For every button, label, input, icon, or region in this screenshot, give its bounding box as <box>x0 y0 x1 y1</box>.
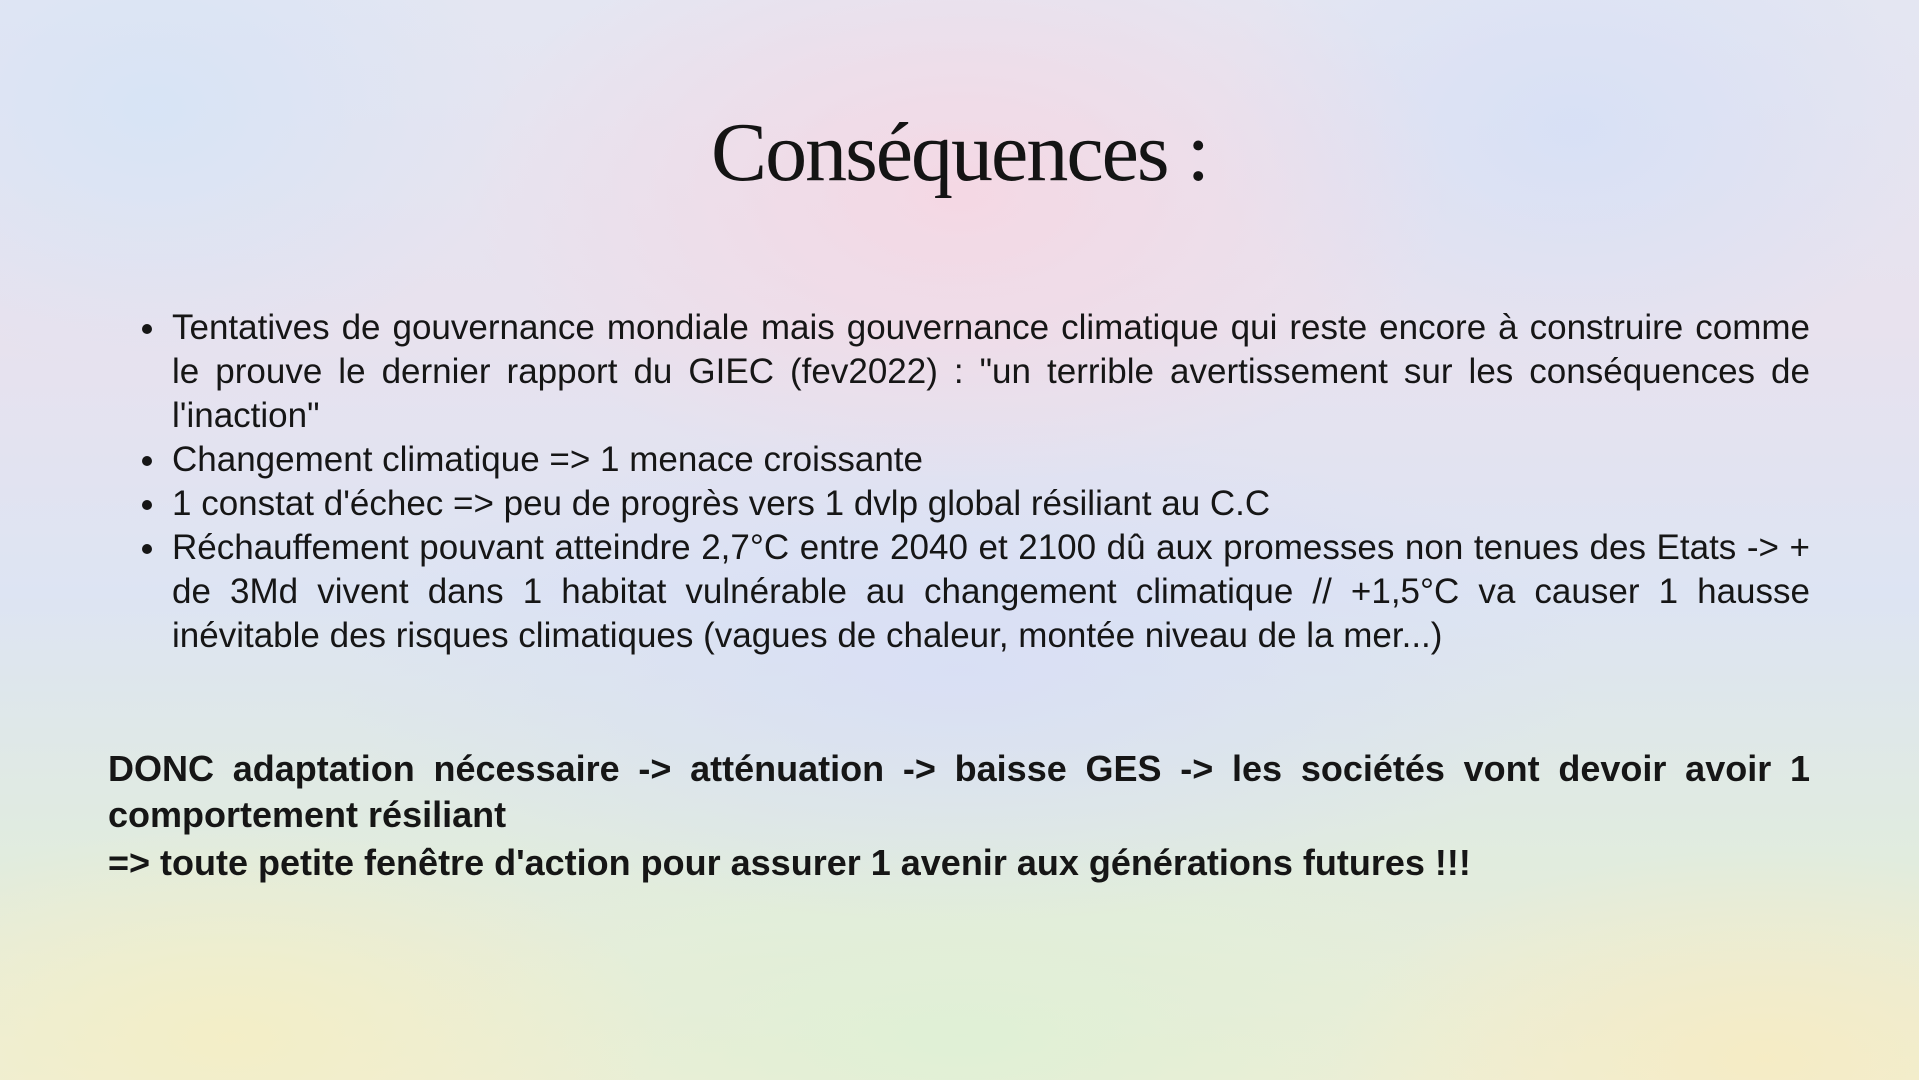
bullet-dot-icon <box>142 544 152 554</box>
bullet-text: Changement climatique => 1 menace croissante <box>172 440 923 479</box>
bullet-item <box>172 438 1810 482</box>
bullet-list <box>172 306 1810 658</box>
bullet-dot-icon <box>142 500 152 510</box>
bullet-item <box>172 526 1810 658</box>
slide-title: Conséquences : <box>711 106 1208 199</box>
bullet-text: 1 constat d'échec => peu de progrès vers 1 dvlp global résiliant au C.C <box>172 484 1271 523</box>
bullet-text: Tentatives de gouvernance mondiale mais gouvernance climatique qui reste encore à construire comme le prouve le dernier rapport du GIEC (fev2022) : "un terrible avertissement sur les conséquences de l'inaction" <box>172 308 1810 435</box>
bullet-text: Réchauffement pouvant atteindre 2,7°C entre 2040 et 2100 dû aux promesses non tenues des Etats -> + de 3Md vivent dans 1 habitat vulnérable au changement climatique // +1,5°C va causer 1 hausse inévitable des risques climatiques (vagues de chaleur, montée niveau de la mer...) <box>172 528 1810 655</box>
conclusion-text: DONC adaptation nécessaire -> atténuation -> baisse GES -> les sociétés vont devoir avoir 1 comportement résiliant <box>108 748 1810 835</box>
bullet-item <box>172 482 1810 526</box>
bullet-dot-icon <box>142 324 152 334</box>
bullet-dot-icon <box>142 456 152 466</box>
conclusion-final-text: => toute petite fenêtre d'action pour assurer 1 avenir aux générations futures !!! <box>108 842 1471 883</box>
bullet-item <box>172 306 1810 438</box>
